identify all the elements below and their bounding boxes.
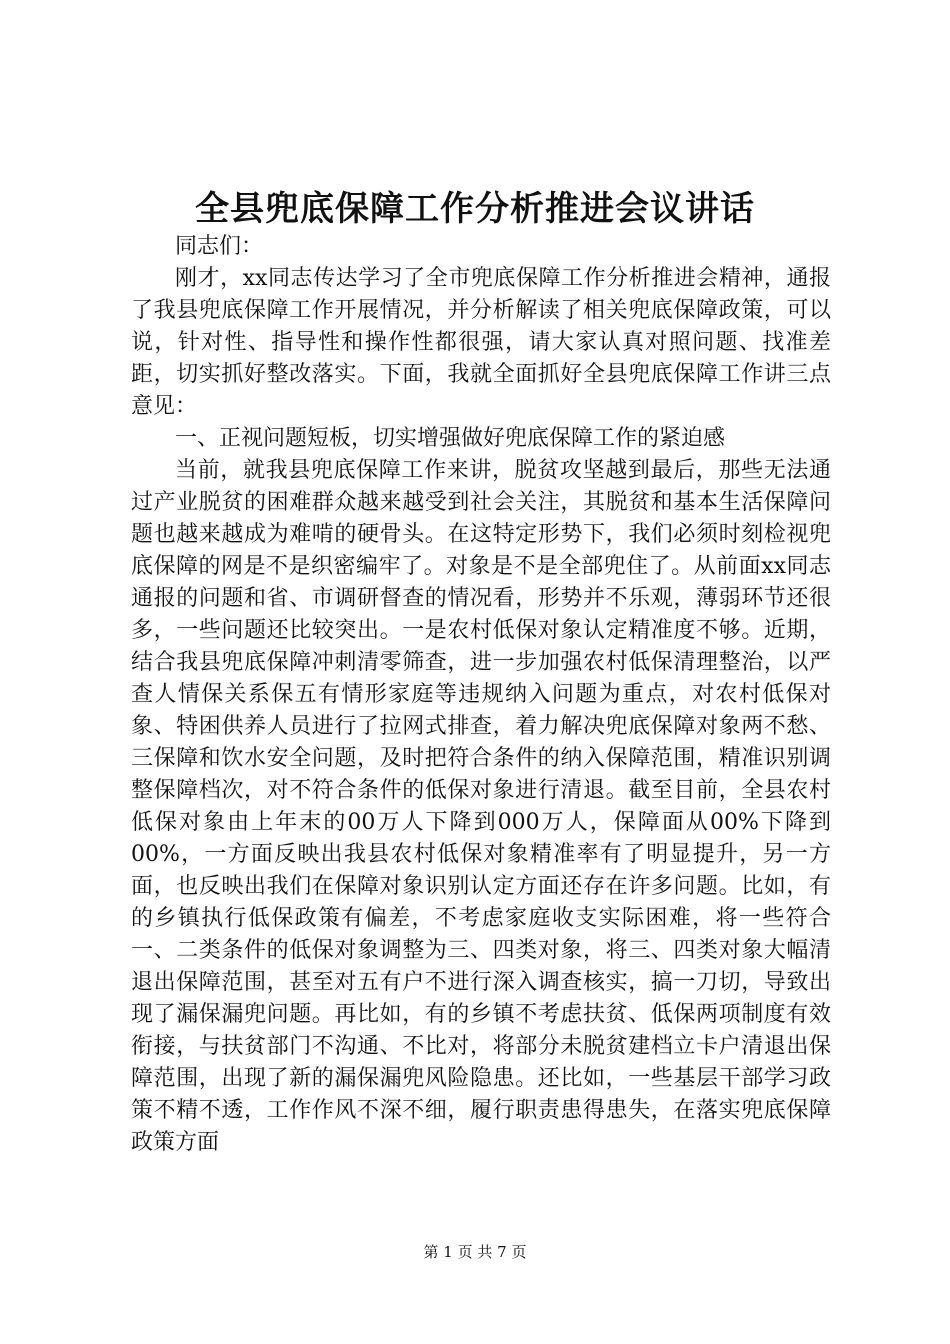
section-heading-1: 一、正视问题短板，切实增强做好兜底保障工作的紧迫感: [175, 426, 726, 451]
page-title: 全县兜底保障工作分析推进会议讲话: [195, 189, 755, 229]
salutation: 同志们：: [175, 234, 264, 259]
document-body: [131, 231, 831, 1159]
page-number: 第 1 页 共 7 页: [423, 1243, 527, 1261]
paragraph-section-1: 当前，就我县兜底保障工作来讲，脱贫攻坚越到最后，那些无法通过产业脱贫的困难群众越来越受到社会关注，其脱贫和基本生活保障问题也越来越成为难啃的硬骨头。在这特定形势下，我们必须时刻检视兜底保障的网是不是织密编牢了。对象是不是全部兜住了。从前面xx同志通报的问题和省、市调研督查的情况看，形势并不乐观，薄弱环节还很多，一些问题还比较突出。一是农村低保对象认定精准度不够。近期，结合我县兜底保障冲刺清零筛查，进一步加强农村低保清理整治，以严查人情保关系保五有情形家庭等违规纳入问题为重点，对农村低保对象、特困供养人员进行了拉网式排查，着力解决兜底保障对象两不愁、三保障和饮水安全问题，及时把符合条件的纳入保障范围，精准识别调整保障档次，对不符合条件的低保对象进行清退。截至目前，全县农村低保对象由上年末的00万人下降到000万人，保障面从00%下降到00%，一方面反映出我县农村低保对象精准率有了明显提升，另一方面，也反映出我们在保障对象识别认定方面还存在许多问题。比如，有的乡镇执行低保政策有偏差，不考虑家庭收支实际困难，将一些符合一、二类条件的低保对象调整为三、四类对象，将三、四类对象大幅清退出保障范围，甚至对五有户不进行深入调查核实，搞一刀切，导致出现了漏保漏兜问题。再比如，有的乡镇不考虑扶贫、低保两项制度有效衔接，与扶贫部门不沟通、不比对，将部分未脱贫建档立卡户清退出保障范围，出现了新的漏保漏兜风险隐患。还比如，一些基层干部学习政策不精不透，工作作风不深不细，履行职责患得患失，在落实兜底保障政策方面: [131, 458, 831, 1155]
paragraph-intro: 刚才，xx同志传达学习了全市兜底保障工作分析推进会精神，通报了我县兜底保障工作开展情况，并分析解读了相关兜底保障政策，可以说，针对性、指导性和操作性都很强，请大家认真对照问题、找准差距，切实抓好整改落实。下面，我就全面抓好全县兜底保障工作讲三点意见：: [131, 266, 831, 419]
